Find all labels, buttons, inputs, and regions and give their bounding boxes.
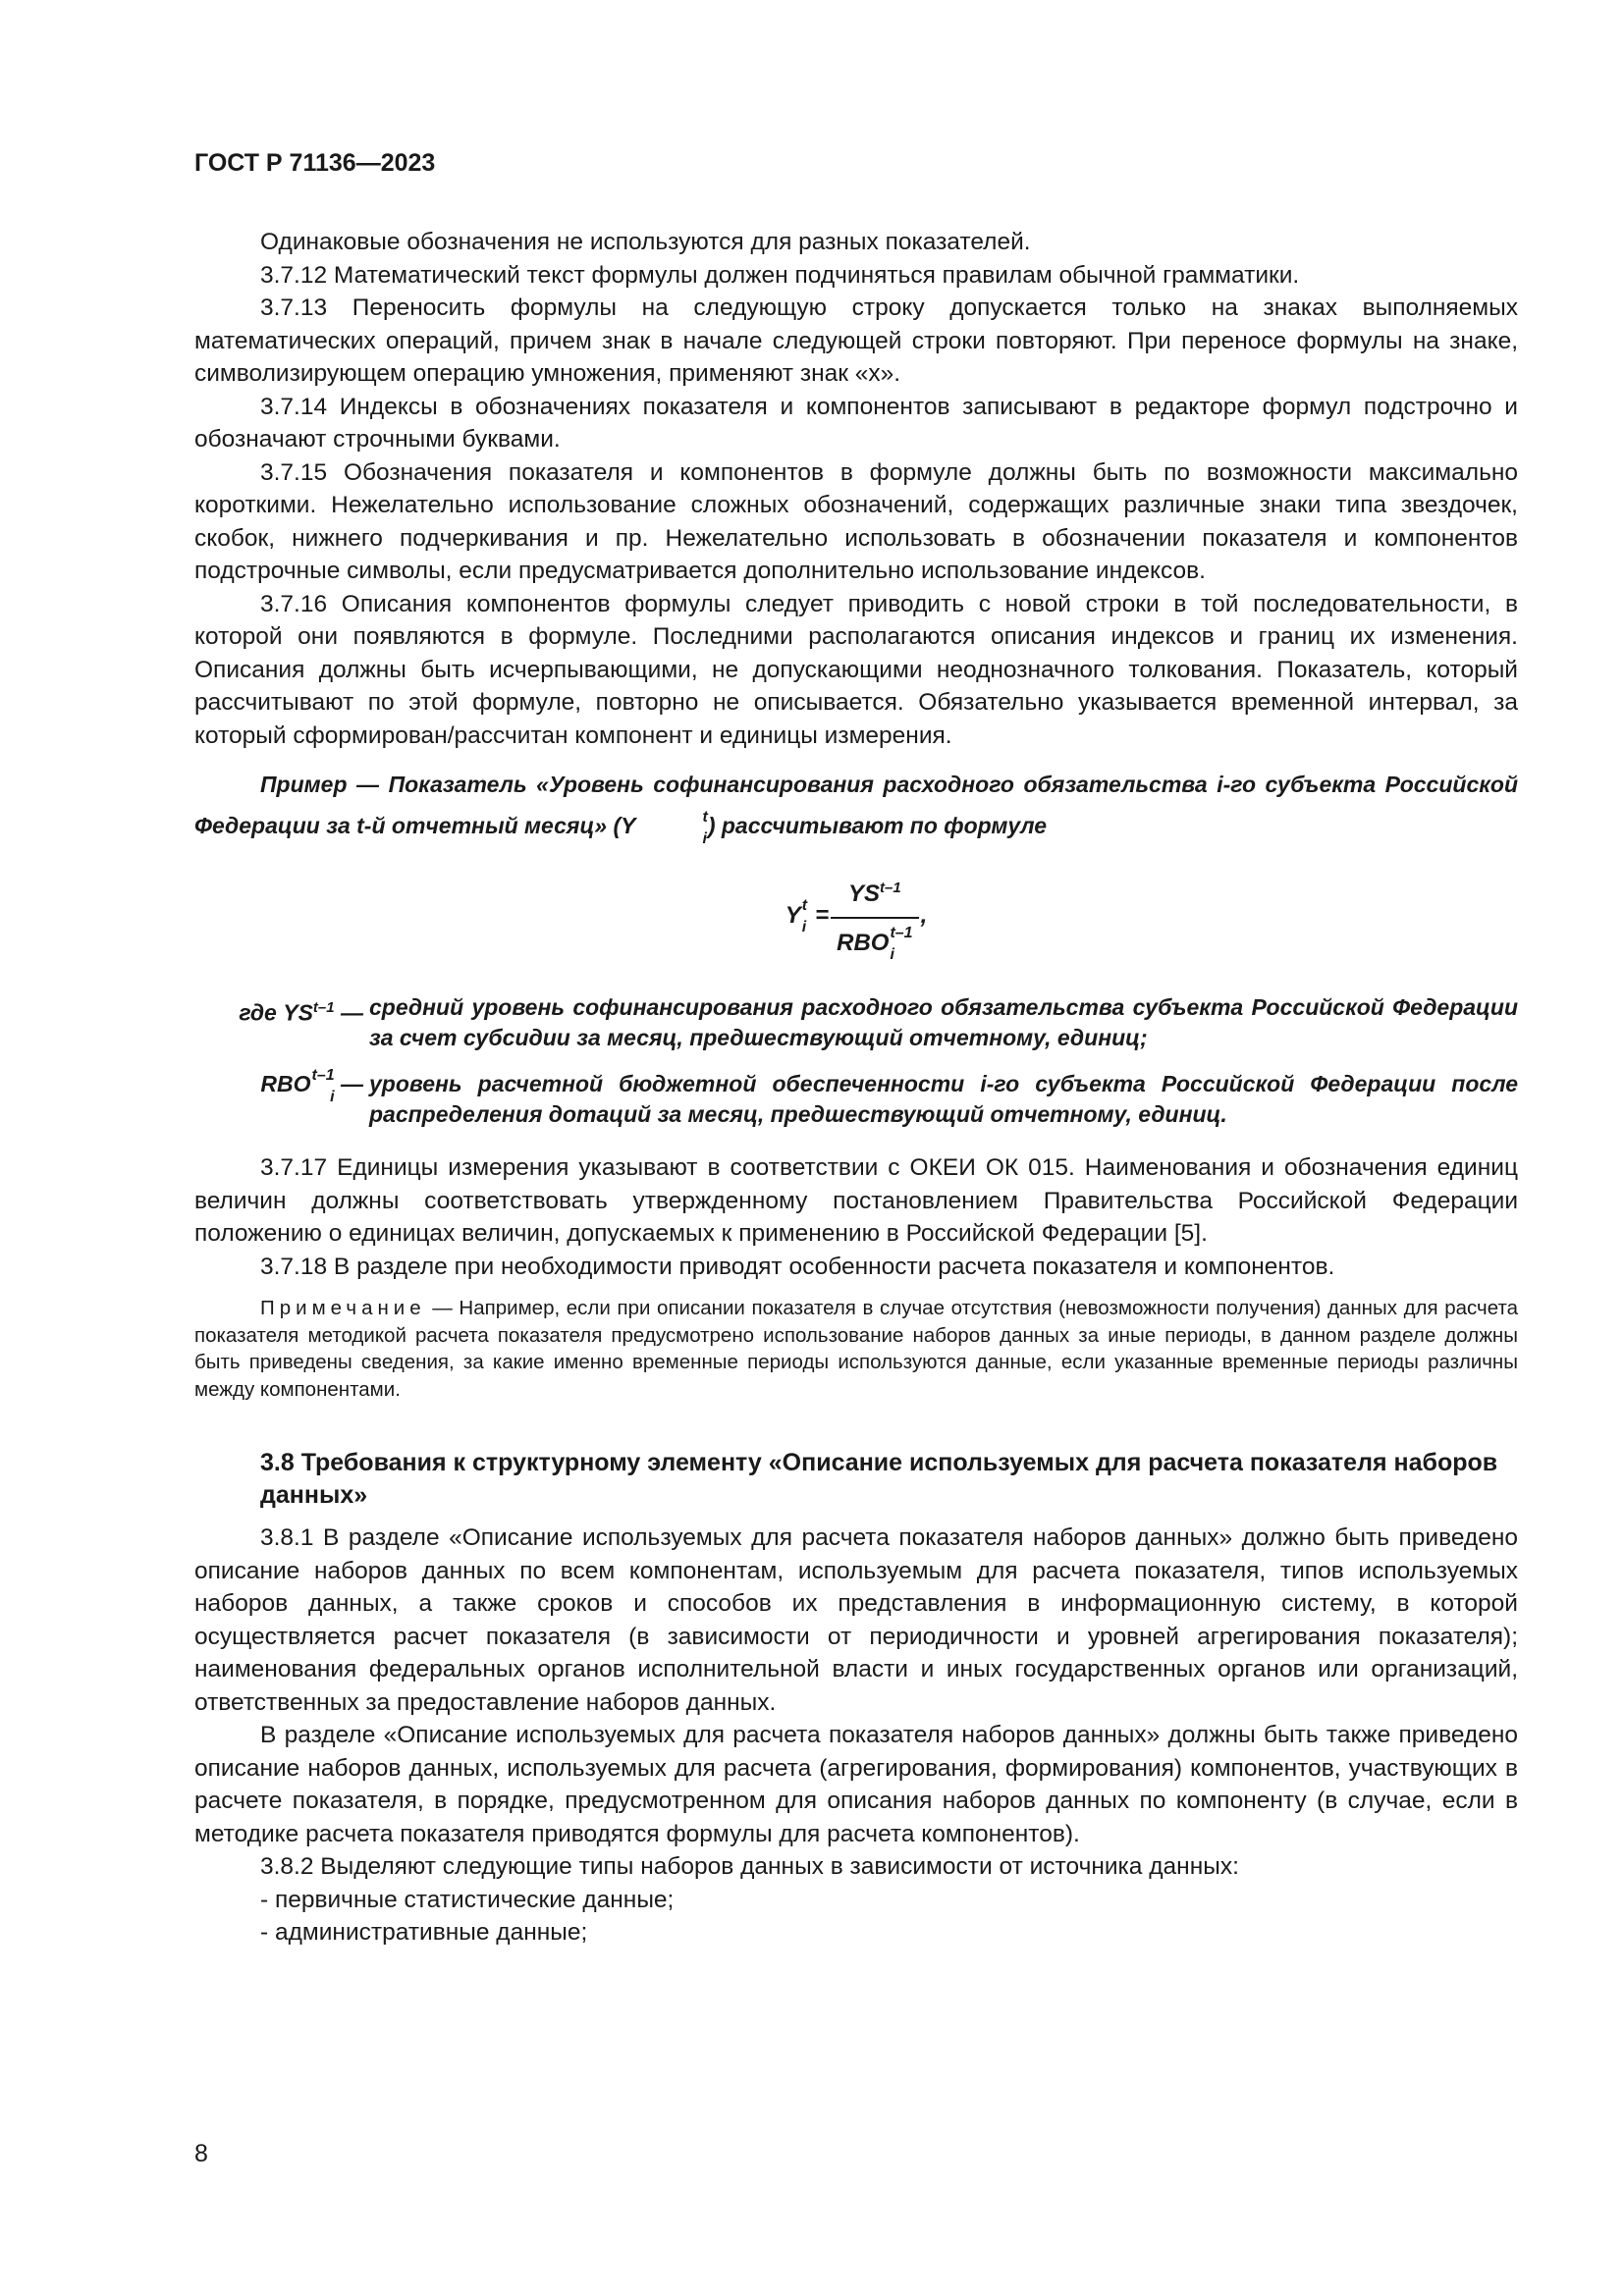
paragraph-3-7-16: 3.7.16 Описания компонентов формулы следует приводить с новой строки в той последовательности, в которой они появляются в формуле. Последними располагаются описания индексов и границ их изменения. Описания должны быть исчерпывающими, не допускающими неоднозначного толкования. Показатель, который рассчитывают по этой формуле, повторно не описывается. Обязательно указывается временной интервал, за который сформирован/рассчитан компонент и единицы измерения. xyxy=(194,590,1518,749)
formula-fraction xyxy=(831,872,918,964)
section-heading-3-8: 3.8 Требования к структурному элементу «Описание используемых для расчета показателя наборов данных» xyxy=(260,1449,1498,1510)
paragraph-3-7-14: 3.7.14 Индексы в обозначениях показателя и компонентов записывают в редакторе формул подстрочно и обозначают строчными буквами. xyxy=(194,393,1518,453)
paragraph-3-7-13: 3.7.13 Переносить формулы на следующую строку допускается только на знаках выполняемых математических операций, причем знак в начале следующей строки повторяют. При переносе формулы на знаке, символизирующем операцию умножения, применяют знак «х». xyxy=(194,294,1518,387)
definition-label-rbo: RBO t–1 i — xyxy=(260,1067,363,1106)
paragraph: Одинаковые обозначения не используются для разных показателей. xyxy=(260,229,1031,255)
paragraph-3-7-18: 3.7.18 В разделе при необходимости приводят особенности расчета показателя и компонентов. xyxy=(260,1253,1335,1280)
example-text: Пример — Показатель «Уровень софинансирования расходного обязательства i-го субъекта Российской Федерации за t-й отчетный месяц» ( xyxy=(194,772,1518,838)
formula-lhs: Y t i xyxy=(785,897,808,936)
paragraph-3-7-15: 3.7.15 Обозначения показателя и компонентов в формуле должны быть по возможности максимально короткими. Нежелательно использование сложных обозначений, содержащих различные знаки типа звездочек, скобок, нижнего подчеркивания и пр. Нежелательно использовать в обозначении показателя и компонентов подстрочные символы, если предусматривается дополнительно использование индексов. xyxy=(194,458,1518,584)
paragraph-3-8-1: 3.8.1 В разделе «Описание используемых для расчета показателя наборов данных» должно быть приведено описание наборов данных по всем компонентам, используемым для расчета показателя, типов используемых наборов данных, а также сроков и способов их представления в информационную систему, в которой осуществляется расчет показателя (в зависимости от периодичности и уровней агрегирования показателя); наименования федеральных органов исполнительной власти и иных государственных органов или организаций, ответственных за предоставление наборов данных. xyxy=(194,1524,1518,1716)
formula xyxy=(194,872,1518,964)
page-number: 8 xyxy=(194,2140,208,2167)
formula-denominator: RBO t–1 i xyxy=(831,917,918,960)
list-item: - первичные статистические данные; xyxy=(260,1886,675,1913)
list-item: - административные данные; xyxy=(260,1919,588,1947)
paragraph-3-8-2: 3.8.2 Выделяют следующие типы наборов данных в зависимости от источника данных: xyxy=(260,1853,1239,1881)
definition-text-ys: средний уровень софинансирования расходного обязательства субъекта Российской Федерации за счет субсидии за месяц, предшествующий отчетному, единиц; xyxy=(369,994,1518,1051)
paragraph-3-8-1-cont: В разделе «Описание используемых для расчета показателя наборов данных» должны быть также приведено описание наборов данных, используемых для расчета (агрегирования, формирования) компонентов, участвующих в расчете показателя, в порядке, предусмотренном для описания наборов данных по компоненту (в случае, если в методике расчета показателя приводятся формулы для расчета компонентов). xyxy=(194,1722,1518,1847)
document-header: ГОСТ Р 71136—2023 xyxy=(194,149,436,177)
example-symbol: Y t i xyxy=(621,808,708,847)
note xyxy=(194,1295,1518,1403)
definition-label-ys: где YS$^{t-1}$ — xyxy=(239,999,363,1026)
formula-comma: , xyxy=(920,901,928,929)
paragraph-3-7-12: 3.7.12 Математический текст формулы должен подчиняться правилам обычной грамматики. xyxy=(260,261,1300,289)
note-label: Примечание xyxy=(260,1297,426,1320)
paragraph-3-7-17: 3.7.17 Единицы измерения указывают в соответствии с ОКЕИ ОК 015. Наименования и обозначения единиц величин должны соответствовать утвержденному постановлением Правительства Российской Федерации положению о единицах величин, допускаемых к применению в Российской Федерации [5]. xyxy=(194,1154,1518,1248)
formula-definitions xyxy=(196,992,1518,1130)
example-paragraph: Пример — Показатель «Уровень софинансирования расходного обязательства i-го субъекта Российской Федерации за t-й отчетный месяц» (Y t i ) рассчитывают по формуле xyxy=(194,772,1518,847)
formula-equals: = xyxy=(815,901,830,929)
formula-numerator: YS$^{t-1}$ xyxy=(847,880,901,907)
page-content xyxy=(194,226,1518,1949)
note-text: — Например, если при описании показателя в случае отсутствия (невозможности получения) данных для расчета показателя методикой расчета показателя предусмотрено использование наборов данных за иные периоды, в данном разделе должны быть приведены сведения, за какие именно временные периоды используются данные, если указанные временные периоды различны между компонентами. xyxy=(194,1297,1518,1401)
definition-text-rbo: уровень расчетной бюджетной обеспеченности i-го субъекта Российской Федерации после распределения дотаций за месяц, предшествующий отчетному, единиц. xyxy=(369,1071,1518,1128)
